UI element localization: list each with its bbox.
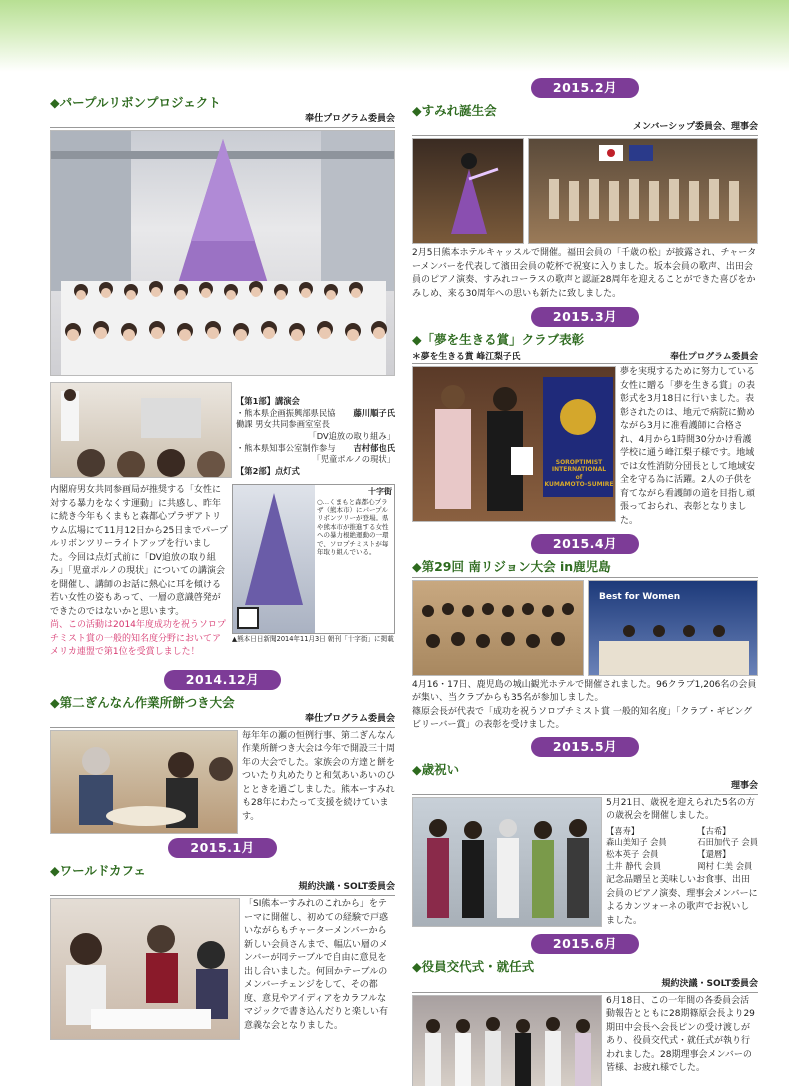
month-badge-2015-6	[412, 934, 758, 954]
senior-body: 記念品贈呈と美味しいお食事、出田会員のピアノ演奏、理事会メンバーによるカンツォーネの歌声でお祝いしました。	[606, 875, 758, 926]
speaker1-org: ・熊本県企画振興部県民協働課 男女共同参画室室長	[236, 407, 336, 430]
qr-code-icon	[237, 607, 259, 629]
month-badge-2015-5	[412, 737, 758, 757]
stage-screen-text: Best for Women	[599, 591, 681, 602]
committee-label: 奉仕プログラム委員会	[50, 713, 395, 728]
dance-photo	[412, 138, 524, 244]
yume-award-section	[412, 331, 758, 528]
section-title: ◆役員交代式・就任式	[412, 959, 535, 975]
beiju-label: 【喜寿】	[606, 825, 640, 836]
lecture-info	[236, 382, 395, 478]
senior-photo	[412, 797, 602, 927]
banner-line: SOROPTIMIST	[555, 459, 603, 467]
group-photo	[412, 580, 584, 676]
purple-body	[50, 484, 228, 660]
purple-award-text: 尚、この活動は2014年度成功を祝うソロプチミスト賞の一般的知名度分野においてアメリカ連盟で第1位を受賞しました！	[50, 620, 226, 658]
world-cafe-section	[50, 862, 395, 1040]
banner-line: of	[575, 473, 583, 481]
month-badge-2015-1	[50, 838, 395, 858]
lecture-row	[50, 382, 395, 478]
officers-section	[412, 958, 758, 1086]
ceremony-photo	[528, 138, 758, 244]
news-caption: ▲熊本日日新聞2014年11月3日 朝刊「十字街」に掲載	[232, 635, 394, 644]
sumire-body: 2月5日熊本ホテルキャッスルで開催。福田会員の「千歳の松」が披露され、チャーターメンバーを代表して濱田会員の乾杯で祝宴に入りました。坂本会員の歌声、出田会員のピアノ演奏、すみれコーラスの歌声と認証28周年を迎えることができた喜びをかみしめ、来る30周年への思いも新たに致しました。	[412, 248, 757, 299]
officers-photo	[412, 995, 602, 1086]
month-label: 2014.12月	[164, 670, 281, 690]
officers-body: 6月18日、この一年間の各委員会活動報告とともに28期篠原会長より29期田中会長へ会長ピンの受け渡しがあり、役員交代式・就任式が執り行われました。28期理事会メンバーの皆様、お疲れ様でした。	[606, 995, 755, 1074]
section-title: ◆歳祝い	[412, 761, 460, 777]
purple-body-row	[50, 484, 395, 660]
senior-intro: 5月21日、歳祝を迎えられた5名の方の歳祝会を開催しました。	[606, 797, 755, 822]
kanreki-label: 【還暦】	[697, 849, 731, 860]
stage-photo	[588, 580, 758, 676]
south-body-1: 4月16・17日、鹿児島の城山観光ホテルで開催されました。96クラブ1,206名の会員が集い、当クラブからも35名が参加しました。	[412, 679, 757, 704]
part1-label: 【第1部】講演会	[236, 396, 300, 407]
speaker2-org: ・熊本県知事公室制作参与	[236, 442, 336, 453]
purple-tree-group-photo	[50, 130, 395, 376]
month-badge-2015-4	[412, 534, 758, 554]
south-body-2: 篠原会長が代表で「成功を祝うソロプチミスト賞 一般的知名度」「クラブ・ギビング ビリーバー賞」の表彰を受けました。	[412, 706, 753, 731]
section-title: ◆「夢を生きる賞」クラブ表彰	[412, 332, 585, 348]
officers-row	[412, 995, 758, 1086]
section-title: ◆すみれ誕生会	[412, 103, 497, 119]
purple-body-text: 内閣府男女共同参画局が推奨する「女性に対する暴力をなくす運動」に共感し、昨年に続き今年もくまもと森都心プラザアトリウム広場にて11月12日から25日までパープルリボンツリーライトアップを行いました。今回は点灯式前に「DV追放の取り組み」「児童ポルノの現状」についての講演会を開催し、講師のお話に熱心に耳を傾ける若い女性の姿もあって、一層の意識啓発ができたのではないかと思います。	[50, 485, 228, 617]
month-badge-2014-12	[50, 670, 395, 690]
world-cafe-photo	[50, 898, 240, 1040]
honoree-name: 土井 静代 会員	[606, 860, 662, 871]
month-label: 2015.6月	[531, 934, 639, 954]
newspaper-box	[232, 484, 395, 634]
sumire-birthday-section	[412, 102, 758, 301]
world-cafe-body: 「SI熊本ーすみれのこれから」をテーマに開催し、初めての経験で戸惑いながらもチャーターメンバーから新しい会員さんまで、幅広い層のメンバーが同テーブルで自由に意見を出し合いました。何回かテーブルのメンバーチェンジをして、その都度、意見やアイディアをカラフルなマジックで書き込んだりと楽しい有意義な会となりました。	[244, 899, 389, 1031]
month-label: 2015.1月	[168, 838, 276, 858]
speaker2-talk: 「児童ポルノの現状」	[312, 454, 395, 465]
honoree-name: 岡村 仁美 会員	[697, 860, 753, 871]
month-badge-2015-2	[412, 78, 758, 98]
yume-row	[412, 366, 758, 528]
section-title: ◆第29回 南リジョン大会 in鹿児島	[412, 558, 758, 577]
koki-label: 【古希】	[697, 825, 731, 836]
speaker1-name: 藤川順子氏	[353, 407, 395, 418]
honoree-name: 森山美知子 会員	[606, 837, 667, 848]
senior-info	[606, 797, 758, 928]
honoree-list	[606, 826, 758, 872]
committee-label: 規約決議・SOLT委員会	[50, 881, 395, 896]
left-column	[50, 78, 395, 1040]
honoree-name: 石田加代子 会員	[697, 837, 758, 848]
award-photo	[412, 366, 616, 522]
purple-tree-illustration	[51, 131, 395, 376]
mochitsuki-body: 毎年年の瀬の恒例行事、第二ぎんなん作業所餅つき大会は今年で開設三十周年の大会でした。家族会の方達と餅をついたり丸めたりと和気あいあいのひとときを過ごしました。熊本ーすみれも28年にわたって支援を続けています。	[242, 730, 396, 822]
right-column	[412, 78, 758, 1086]
sumire-photos	[412, 138, 758, 244]
banner-line: INTERNATIONAL	[551, 466, 607, 474]
section-title: ◆パープルリボンプロジェクト	[50, 95, 221, 110]
newspaper-clip	[232, 484, 395, 660]
news-text: ○…くまもと森都心プラザ（熊本市）にパープルリボンツリーが登場。県や熊本市が推進する女性への暴力根絶運動の一環で、ソロプチミストが毎年取り組んでいる。	[317, 497, 389, 557]
section-title: ◆第二ぎんなん作業所餅つき大会	[50, 694, 235, 710]
award-winner: 峰江梨子氏	[476, 351, 521, 362]
part2-label: 【第2部】点灯式	[236, 465, 300, 476]
senior-celebration-section	[412, 761, 758, 929]
award-label: ＊夢を生きる賞	[412, 351, 474, 362]
month-label: 2015.2月	[531, 78, 639, 98]
south-photos	[412, 580, 758, 676]
award-line	[412, 351, 758, 365]
news-text-block	[315, 485, 394, 633]
south-region-section	[412, 558, 758, 732]
yume-body: 夢を実現するために努力している女性に贈る「夢を生きる賞」の表彰式を3月18日に行いました。表彰されたのは、地元で病院に勤めながら3月に准看護師に合格され、4月から1時間30分かけ看護学校に通う峰江梨子様です。地域では女性消防分団長として地域安全を守る為に活躍。2人の子供を育てながら看護師の道を目指し頑張っておられ、表彰となりました。	[620, 367, 756, 526]
committee-label: 理事会	[412, 780, 758, 795]
committee-label: 規約決議・SOLT委員会	[412, 978, 758, 993]
koki-group	[697, 826, 758, 872]
speaker1-talk: 「DV追放の取り組み」	[308, 431, 395, 441]
mochitsuki-photo	[50, 730, 238, 834]
mochitsuki-section	[50, 694, 395, 834]
mochitsuki-row	[50, 730, 395, 834]
honoree-name: 松本英子 会員	[606, 849, 659, 860]
banner-line: KUMAMOTO-SUMIRE	[544, 480, 614, 488]
month-badge-2015-3	[412, 307, 758, 327]
committee-label: メンバーシップ委員会、理事会	[412, 121, 758, 136]
senior-row	[412, 797, 758, 928]
beiju-group	[606, 826, 667, 872]
speaker2-name: 吉村郁也氏	[353, 442, 395, 453]
top-green-band	[0, 0, 789, 72]
news-header: 十字街	[368, 487, 392, 497]
purple-ribbon-section	[50, 94, 395, 660]
committee-label: 奉仕プログラム委員会	[50, 113, 395, 128]
month-label: 2015.4月	[531, 534, 639, 554]
section-title: ◆ワールドカフェ	[50, 863, 146, 879]
world-cafe-row	[50, 898, 395, 1040]
banner-text	[541, 459, 616, 488]
month-label: 2015.3月	[531, 307, 639, 327]
month-label: 2015.5月	[531, 737, 639, 757]
lecture-photo	[50, 382, 232, 478]
news-tree-photo	[233, 485, 315, 633]
committee-label: 奉仕プログラム委員会	[670, 351, 758, 362]
